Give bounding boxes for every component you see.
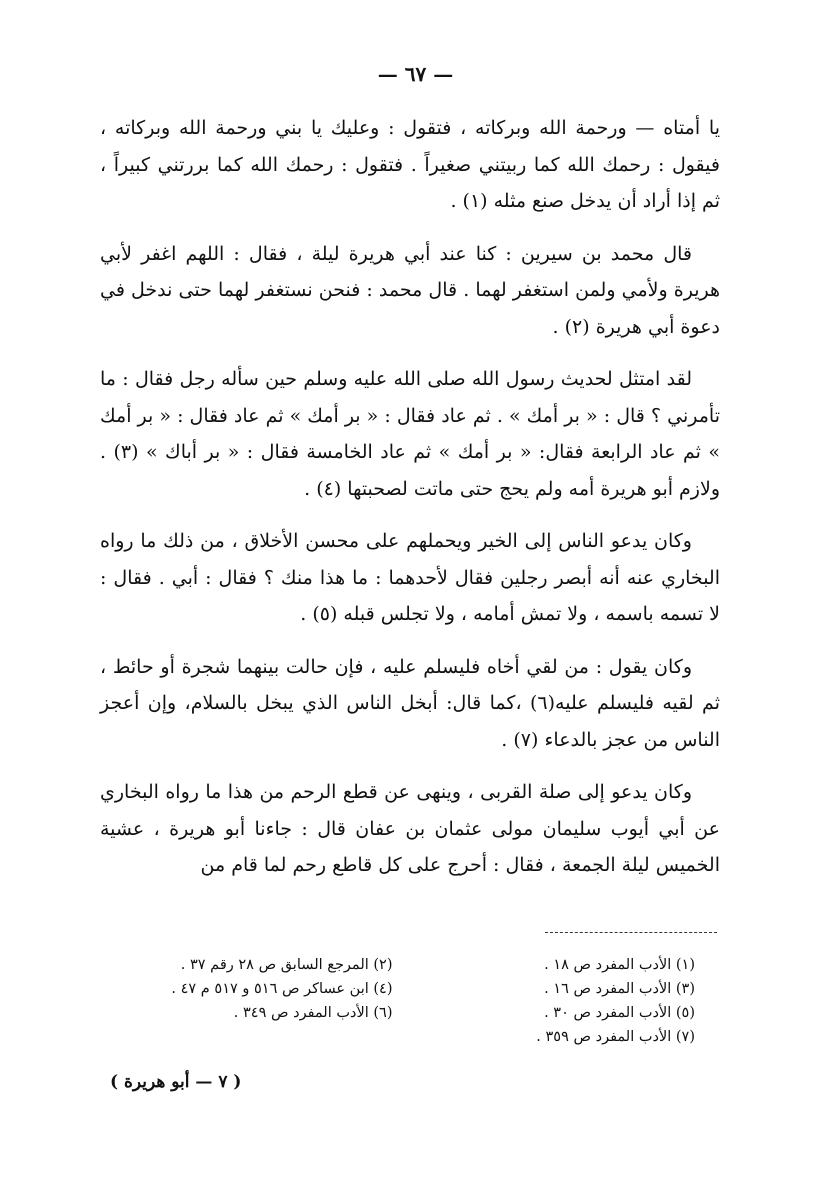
footnote: (٦) الأدب المفرد ص ٣٤٩ . <box>233 1005 393 1021</box>
paragraph: وكان يقول : من لقي أخاه فليسلم عليه ، فإن حالت بينهما شجرة أو حائط ، ثم لقيه فليسلم عليه(٦) ،كما قال: أبخل الناس الذي يبخل بالسلام، وإن أعجز الناس من عجز بالدعاء (٧) . <box>100 655 720 751</box>
footnote: (١) الأدب المفرد ص ١٨ . <box>544 957 695 973</box>
footnotes <box>150 955 695 1047</box>
footnote: (٤) ابن عساكر ص ٥١٦ و ٥١٧ م ٤٧ . <box>171 981 393 997</box>
footnote: (٣) الأدب المفرد ص ١٦ . <box>544 981 695 997</box>
paragraph: لقد امتثل لحديث رسول الله صلى الله عليه وسلم حين سأله رجل فقال : ما تأمرني ؟ قال : « بر أمك » . ثم عاد فقال : « بر أمك » ثم عاد فقال : « بر أمك » ثم عاد الرابعة فقال: « بر أمك » ثم عاد الخامسة فقال : « بر أباك » (٣) . ولازم أبو هريرة أمه ولم يحج حتى ماتت لصحبتها (٤) . <box>100 368 720 500</box>
signature-mark: ( ٧ — أبو هريرة ) <box>110 1072 242 1092</box>
footnote: (٧) الأدب المفرد ص ٣٥٩ . <box>536 1029 695 1045</box>
main-text <box>100 110 720 900</box>
footnote: (٢) المرجع السابق ص ٢٨ رقم ٣٧ . <box>180 957 393 973</box>
page-number: — ٦٧ — <box>377 62 454 86</box>
footnote-divider <box>545 932 717 933</box>
footnote: (٥) الأدب المفرد ص ٣٠ . <box>544 1005 695 1021</box>
paragraph: وكان يدعو الناس إلى الخير ويحملهم على محسن الأخلاق ، من ذلك ما رواه البخاري عنه أنه أبصر رجلين فقال لأحدهما : ما هذا منك ؟ فقال : أبي . فقال : لا تسمه باسمه ، ولا تمش أمامه ، ولا تجلس قبله (٥) . <box>100 530 720 625</box>
paragraph: وكان يدعو إلى صلة القربى ، وينهى عن قطع الرحم من هذا ما رواه البخاري عن أبي أيوب سليمان مولى عثمان بن عفان قال : جاءنا أبو هريرة ، عشية الخميس ليلة الجمعة ، فقال : أحرج على كل قاطع رحم لما قام من <box>100 781 720 876</box>
paragraph: يا أمتاه — ورحمة الله وبركاته ، فتقول : وعليك يا بني ورحمة الله وبركاته ، فيقول : رحمك الله كما ربيتني صغيراً . فتقول : رحمك الله كما بررتني كبيراً ، ثم إذا أراد أن يدخل صنع مثله (١) . <box>100 117 720 212</box>
paragraph: قال محمد بن سيرين : كنا عند أبي هريرة ليلة ، فقال : اللهم اغفر لأبي هريرة ولأمي ولمن استغفر لهما . قال محمد : فنحن نستغفر لهما حتى ندخل في دعوة أبي هريرة (٢) . <box>100 242 720 338</box>
